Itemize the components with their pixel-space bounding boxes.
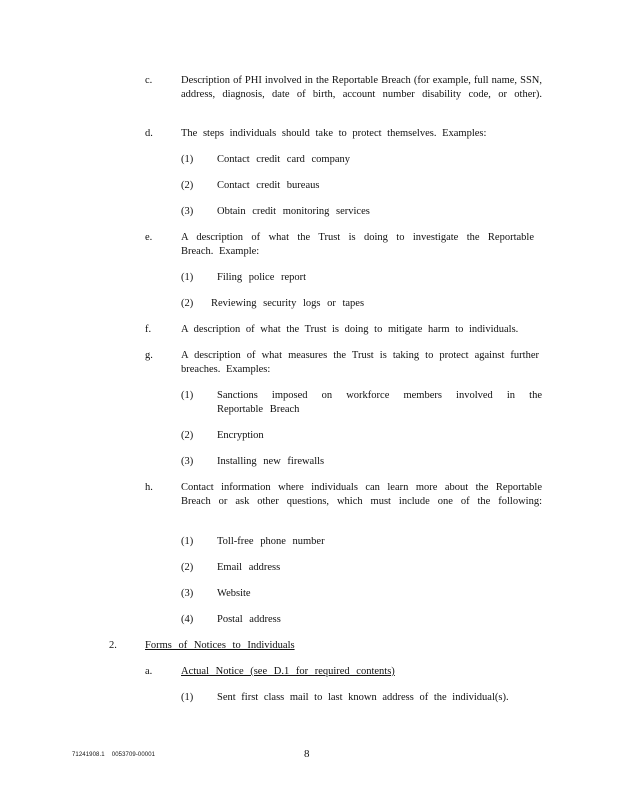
sub-label-d3: (3) <box>181 206 194 217</box>
item-text-c: Description of PHI involved in the Reportable Breach (for example, full name, SSN, address, diagnosis, date of birth, account number disability code, or other). <box>181 75 542 100</box>
footer-document-id: 71241908.1 0053709-00001 <box>72 752 156 758</box>
section-number-2: 2. <box>109 640 117 651</box>
sub-text-h4: Postal address <box>217 614 281 625</box>
page-number: 8 <box>304 748 310 760</box>
sub-label-e2: (2) <box>181 298 194 309</box>
item-label-e: e. <box>145 232 153 243</box>
sub-label-e1: (1) <box>181 272 194 283</box>
item-text-h: Contact information where individuals can learn more about the Reportable Breach or ask other questions, which must include one of the following: <box>181 482 542 507</box>
sub-text-d2: Contact credit bureaus <box>217 180 320 191</box>
sub-label-a1: (1) <box>181 692 194 703</box>
sub-text-h3: Website <box>217 588 251 599</box>
section-heading-forms-of-notices: Forms of Notices to Individuals <box>145 640 295 651</box>
sub-label-g1: (1) <box>181 390 194 401</box>
item-label-a: a. <box>145 666 153 677</box>
sub-label-h4: (4) <box>181 614 194 625</box>
item-text-f: A description of what the Trust is doing to mitigate harm to individuals. <box>181 324 519 335</box>
sub-label-d2: (2) <box>181 180 194 191</box>
item-text-e: A description of what the Trust is doing to investigate the Reportable Breach. Example: <box>181 232 534 257</box>
item-text-d: The steps individuals should take to protect themselves. Examples: <box>181 128 487 139</box>
item-label-c: c. <box>145 75 153 86</box>
subheading-actual-notice: Actual Notice (see D.1 for required contents) <box>181 666 395 677</box>
sub-text-h2: Email address <box>217 562 281 573</box>
sub-text-g1: Sanctions imposed on workforce members involved in the Reportable Breach <box>217 390 542 415</box>
item-label-g: g. <box>145 350 153 361</box>
item-label-d: d. <box>145 128 153 139</box>
sub-text-h1: Toll-free phone number <box>217 536 325 547</box>
item-text-g: A description of what measures the Trust is taking to protect against further breaches. Examples: <box>181 350 539 375</box>
sub-text-g2: Encryption <box>217 430 264 441</box>
sub-label-g2: (2) <box>181 430 194 441</box>
sub-text-e2: Reviewing security logs or tapes <box>211 298 365 309</box>
sub-label-h3: (3) <box>181 588 194 599</box>
sub-label-g3: (3) <box>181 456 194 467</box>
sub-text-a1: Sent first class mail to last known address of the individual(s). <box>217 692 509 703</box>
sub-label-d1: (1) <box>181 154 194 165</box>
sub-text-g3: Installing new firewalls <box>217 456 325 467</box>
sub-text-d1: Contact credit card company <box>217 154 350 165</box>
item-label-f: f. <box>145 324 152 335</box>
sub-label-h2: (2) <box>181 562 194 573</box>
item-label-h: h. <box>145 482 153 493</box>
sub-label-h1: (1) <box>181 536 194 547</box>
sub-text-d3: Obtain credit monitoring services <box>217 206 370 217</box>
sub-text-e1: Filing police report <box>217 272 307 283</box>
